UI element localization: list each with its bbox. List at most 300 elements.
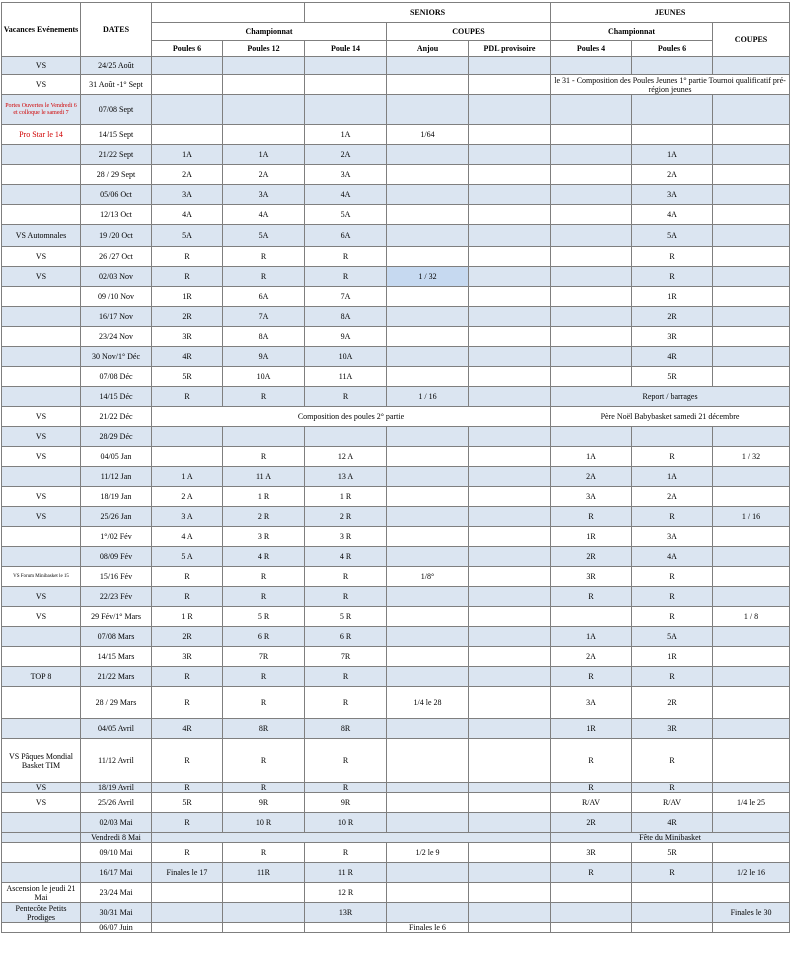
date-cell: 23/24 Nov xyxy=(81,327,152,347)
table-row xyxy=(2,367,790,387)
schedule-cell xyxy=(387,627,469,647)
table-row xyxy=(2,225,790,247)
subheader-poules-12: Poules 12 xyxy=(223,41,305,57)
schedule-cell: R xyxy=(551,739,632,783)
table-row xyxy=(2,739,790,783)
schedule-cell: 3A xyxy=(551,687,632,719)
schedule-cell xyxy=(713,647,790,667)
schedule-cell xyxy=(387,739,469,783)
schedule-cell xyxy=(713,739,790,783)
schedule-cell xyxy=(387,287,469,307)
schedule-cell: 11A xyxy=(305,367,387,387)
schedule-cell xyxy=(551,287,632,307)
schedule-cell: 1 A xyxy=(152,467,223,487)
jeunes-header: JEUNES xyxy=(551,3,790,23)
date-cell: 16/17 Mai xyxy=(81,863,152,883)
schedule-cell xyxy=(469,547,551,567)
seniors-note-cell: Composition des poules 2° partie xyxy=(152,407,551,427)
schedule-cell xyxy=(551,347,632,367)
date-cell: 18/19 Avril xyxy=(81,783,152,793)
jeunes-coupes-header: COUPES xyxy=(713,23,790,57)
table-row xyxy=(2,467,790,487)
schedule-cell xyxy=(469,903,551,923)
schedule-cell xyxy=(387,863,469,883)
date-cell: 21/22 Sept xyxy=(81,145,152,165)
schedule-cell xyxy=(387,587,469,607)
schedule-cell xyxy=(632,125,713,145)
date-cell: 21/22 Déc xyxy=(81,407,152,427)
schedule-cell xyxy=(713,367,790,387)
schedule-cell xyxy=(387,307,469,327)
date-cell: 05/06 Oct xyxy=(81,185,152,205)
schedule-cell xyxy=(551,327,632,347)
schedule-cell xyxy=(713,267,790,287)
schedule-cell xyxy=(469,567,551,587)
schedule-cell xyxy=(305,75,387,95)
schedule-cell: Finales le 30 xyxy=(713,903,790,923)
schedule-cell xyxy=(469,75,551,95)
schedule-cell xyxy=(469,387,551,407)
schedule-cell: 3A xyxy=(305,165,387,185)
schedule-cell: R xyxy=(305,387,387,407)
schedule-cell xyxy=(223,427,305,447)
schedule-cell xyxy=(551,95,632,125)
schedule-cell: 2R xyxy=(632,687,713,719)
schedule-cell: 3R xyxy=(152,327,223,347)
table-row xyxy=(2,527,790,547)
event-cell xyxy=(2,833,81,843)
schedule-cell: 3R xyxy=(152,647,223,667)
schedule-cell: 2R xyxy=(632,307,713,327)
date-cell: 23/24 Mai xyxy=(81,883,152,903)
date-cell: 24/25 Août xyxy=(81,57,152,75)
schedule-cell: R xyxy=(632,783,713,793)
table-row xyxy=(2,205,790,225)
schedule-cell xyxy=(387,903,469,923)
schedule-cell: R xyxy=(305,267,387,287)
schedule-cell: R xyxy=(152,783,223,793)
jeunes-note-cell: Report / barrages xyxy=(551,387,790,407)
schedule-cell: R xyxy=(152,667,223,687)
schedule-cell xyxy=(469,125,551,145)
schedule-cell xyxy=(152,125,223,145)
schedule-cell xyxy=(713,467,790,487)
schedule-cell xyxy=(551,267,632,287)
table-row xyxy=(2,567,790,587)
schedule-cell xyxy=(713,225,790,247)
schedule-cell xyxy=(387,719,469,739)
schedule-cell: 2A xyxy=(551,467,632,487)
schedule-cell xyxy=(469,813,551,833)
schedule-cell xyxy=(551,57,632,75)
seniors-header: SENIORS xyxy=(305,3,551,23)
seniors-coupes-header: COUPES xyxy=(387,23,551,41)
schedule-cell xyxy=(387,95,469,125)
schedule-cell: 1 R xyxy=(152,607,223,627)
table-row xyxy=(2,647,790,667)
schedule-cell: R xyxy=(223,687,305,719)
schedule-cell: 3A xyxy=(551,487,632,507)
schedule-cell xyxy=(469,507,551,527)
schedule-cell: 5R xyxy=(152,793,223,813)
schedule-cell xyxy=(387,467,469,487)
jeunes-note-cell: le 31 - Composition des Poules Jeunes 1° partie Tournoi qualificatif pré-région jeunes xyxy=(551,75,790,95)
date-cell: 14/15 Déc xyxy=(81,387,152,407)
event-cell: VS xyxy=(2,487,81,507)
schedule-cell: 5 A xyxy=(152,547,223,567)
event-cell xyxy=(2,627,81,647)
schedule-cell: 2A xyxy=(632,165,713,185)
table-row xyxy=(2,627,790,647)
table-row xyxy=(2,75,790,95)
schedule-cell: R xyxy=(632,863,713,883)
schedule-cell: 1/2 le 16 xyxy=(713,863,790,883)
schedule-cell xyxy=(632,923,713,933)
schedule-cell: 4 A xyxy=(152,527,223,547)
schedule-cell xyxy=(387,427,469,447)
schedule-cell: R xyxy=(152,387,223,407)
schedule-cell xyxy=(223,75,305,95)
table-row xyxy=(2,387,790,407)
dates-column-header: DATES xyxy=(81,3,152,57)
schedule-cell: 8R xyxy=(223,719,305,739)
schedule-cell: R xyxy=(223,567,305,587)
schedule-cell: R/AV xyxy=(551,793,632,813)
schedule-cell xyxy=(713,687,790,719)
event-cell: VS Automnales xyxy=(2,225,81,247)
schedule-cell: R xyxy=(632,667,713,687)
schedule-cell: 3R xyxy=(632,327,713,347)
schedule-cell xyxy=(551,427,632,447)
schedule-cell: 6 R xyxy=(305,627,387,647)
schedule-cell xyxy=(387,647,469,667)
date-cell: 16/17 Nov xyxy=(81,307,152,327)
schedule-cell xyxy=(713,627,790,647)
date-cell: 08/09 Fév xyxy=(81,547,152,567)
schedule-cell: 11 R xyxy=(305,863,387,883)
schedule-cell: R xyxy=(551,507,632,527)
schedule-cell xyxy=(469,487,551,507)
schedule-cell: 2A xyxy=(223,165,305,185)
schedule-cell: R xyxy=(305,783,387,793)
event-cell xyxy=(2,367,81,387)
schedule-cell xyxy=(387,205,469,225)
schedule-cell: 10 R xyxy=(305,813,387,833)
date-cell: 09/10 Mai xyxy=(81,843,152,863)
date-cell: 12/13 Oct xyxy=(81,205,152,225)
schedule-cell xyxy=(469,145,551,165)
schedule-cell: R xyxy=(305,587,387,607)
schedule-cell xyxy=(469,267,551,287)
schedule-cell: R xyxy=(152,843,223,863)
schedule-cell: 4R xyxy=(152,719,223,739)
event-cell: VS xyxy=(2,507,81,527)
schedule-cell xyxy=(469,367,551,387)
schedule-cell xyxy=(713,307,790,327)
schedule-cell: 11R xyxy=(223,863,305,883)
schedule-cell xyxy=(713,547,790,567)
event-cell: Pentecôte Petits Prodiges xyxy=(2,903,81,923)
subheader-poules-6: Poules 6 xyxy=(152,41,223,57)
schedule-cell xyxy=(713,185,790,205)
jeunes-note-cell: Fête du Minibasket xyxy=(551,833,790,843)
schedule-cell: 3A xyxy=(152,185,223,205)
schedule-cell: R xyxy=(551,587,632,607)
event-cell: VS xyxy=(2,793,81,813)
schedule-cell xyxy=(713,287,790,307)
schedule-cell: 6A xyxy=(223,287,305,307)
schedule-cell xyxy=(469,247,551,267)
schedule-cell xyxy=(469,883,551,903)
schedule-cell xyxy=(152,903,223,923)
table-row xyxy=(2,813,790,833)
schedule-cell: 12 R xyxy=(305,883,387,903)
table-row xyxy=(2,667,790,687)
schedule-cell: 2 A xyxy=(152,487,223,507)
schedule-cell xyxy=(387,607,469,627)
schedule-cell xyxy=(551,205,632,225)
schedule-cell: R xyxy=(223,843,305,863)
schedule-cell xyxy=(469,739,551,783)
event-cell: VS xyxy=(2,75,81,95)
schedule-cell xyxy=(469,427,551,447)
date-cell: 1°/02 Fév xyxy=(81,527,152,547)
schedule-cell: 1 R xyxy=(305,487,387,507)
schedule-cell xyxy=(469,587,551,607)
event-cell: VS xyxy=(2,607,81,627)
schedule-cell: 1/2 le 9 xyxy=(387,843,469,863)
schedule-cell: 4R xyxy=(632,347,713,367)
table-row xyxy=(2,165,790,185)
table-row xyxy=(2,883,790,903)
schedule-cell: 2R xyxy=(551,547,632,567)
schedule-cell xyxy=(469,527,551,547)
event-cell: VS xyxy=(2,427,81,447)
schedule-cell xyxy=(632,903,713,923)
event-cell xyxy=(2,687,81,719)
table-row xyxy=(2,793,790,813)
schedule-cell xyxy=(152,447,223,467)
schedule-cell xyxy=(387,75,469,95)
subheader-jeunes-poules-6: Poules 6 xyxy=(632,41,713,57)
schedule-cell xyxy=(152,427,223,447)
schedule-cell: 7R xyxy=(305,647,387,667)
events-column-header: Vacances Evénements xyxy=(2,3,81,57)
date-cell: 02/03 Mai xyxy=(81,813,152,833)
schedule-cell: 5A xyxy=(305,205,387,225)
schedule-cell: 3R xyxy=(632,719,713,739)
schedule-cell xyxy=(152,95,223,125)
schedule-cell xyxy=(551,185,632,205)
schedule-cell: 2R xyxy=(551,813,632,833)
schedule-cell xyxy=(387,367,469,387)
schedule-cell: R xyxy=(223,387,305,407)
date-cell: 25/26 Avril xyxy=(81,793,152,813)
schedule-cell: 3 R xyxy=(223,527,305,547)
schedule-cell xyxy=(551,165,632,185)
schedule-cell: 3A xyxy=(223,185,305,205)
date-cell: 25/26 Jan xyxy=(81,507,152,527)
event-cell: Ascension le jeudi 21 Mai xyxy=(2,883,81,903)
event-cell: VS xyxy=(2,587,81,607)
schedule-cell: 2R xyxy=(152,627,223,647)
event-cell xyxy=(2,719,81,739)
schedule-cell xyxy=(713,125,790,145)
date-cell: 30/31 Mai xyxy=(81,903,152,923)
schedule-cell xyxy=(713,883,790,903)
season-calendar-table xyxy=(1,2,790,933)
date-cell: 11/12 Avril xyxy=(81,739,152,783)
event-cell: VS xyxy=(2,407,81,427)
schedule-cell xyxy=(469,95,551,125)
schedule-cell xyxy=(305,95,387,125)
schedule-cell: R xyxy=(632,447,713,467)
schedule-cell: 2A xyxy=(305,145,387,165)
event-cell: VS Forum Minibasket le 15 xyxy=(2,567,81,587)
schedule-cell xyxy=(713,145,790,165)
schedule-cell xyxy=(713,813,790,833)
table-row xyxy=(2,427,790,447)
event-cell xyxy=(2,145,81,165)
schedule-cell xyxy=(387,165,469,185)
schedule-cell: R xyxy=(632,567,713,587)
table-row xyxy=(2,607,790,627)
schedule-cell xyxy=(632,427,713,447)
event-cell: Pro Star le 14 xyxy=(2,125,81,145)
jeunes-championnat-header: Championnat xyxy=(551,23,713,41)
schedule-cell xyxy=(469,57,551,75)
schedule-cell xyxy=(152,57,223,75)
schedule-cell: 1A xyxy=(223,145,305,165)
event-cell: VS xyxy=(2,447,81,467)
date-cell: 04/05 Avril xyxy=(81,719,152,739)
event-cell xyxy=(2,467,81,487)
schedule-cell: 8A xyxy=(223,327,305,347)
schedule-cell: R xyxy=(632,267,713,287)
schedule-cell: 1R xyxy=(632,647,713,667)
schedule-cell xyxy=(469,687,551,719)
schedule-cell xyxy=(469,923,551,933)
date-cell: 28 / 29 Mars xyxy=(81,687,152,719)
event-cell xyxy=(2,287,81,307)
schedule-cell: 1 / 8 xyxy=(713,607,790,627)
event-cell: VS xyxy=(2,267,81,287)
table-row xyxy=(2,407,790,427)
event-cell xyxy=(2,165,81,185)
schedule-cell xyxy=(387,225,469,247)
schedule-cell: 3R xyxy=(551,843,632,863)
schedule-cell xyxy=(713,205,790,225)
schedule-cell: 1 / 16 xyxy=(713,507,790,527)
schedule-cell xyxy=(469,783,551,793)
date-cell: 07/08 Déc xyxy=(81,367,152,387)
event-cell: VS xyxy=(2,247,81,267)
schedule-cell: R xyxy=(152,247,223,267)
schedule-cell xyxy=(469,667,551,687)
schedule-cell xyxy=(469,287,551,307)
schedule-cell xyxy=(223,125,305,145)
seniors-note-cell xyxy=(152,833,551,843)
schedule-cell: 3A xyxy=(632,185,713,205)
schedule-cell xyxy=(469,607,551,627)
schedule-cell: R xyxy=(551,863,632,883)
schedule-cell: R xyxy=(152,267,223,287)
schedule-cell xyxy=(713,783,790,793)
schedule-cell: 4A xyxy=(305,185,387,205)
schedule-cell: R/AV xyxy=(632,793,713,813)
schedule-cell xyxy=(387,547,469,567)
event-cell xyxy=(2,923,81,933)
date-cell: 06/07 Juin xyxy=(81,923,152,933)
schedule-cell: Finales le 6 xyxy=(387,923,469,933)
table-row xyxy=(2,507,790,527)
schedule-cell xyxy=(469,185,551,205)
schedule-cell: R xyxy=(152,687,223,719)
schedule-cell: 7A xyxy=(305,287,387,307)
seniors-championnat-header: Championnat xyxy=(152,23,387,41)
schedule-cell xyxy=(632,95,713,125)
schedule-cell: 9A xyxy=(305,327,387,347)
date-cell: 26 /27 Oct xyxy=(81,247,152,267)
schedule-cell xyxy=(223,57,305,75)
schedule-cell xyxy=(551,607,632,627)
schedule-cell xyxy=(223,883,305,903)
schedule-cell: 13 A xyxy=(305,467,387,487)
schedule-cell: R xyxy=(632,739,713,783)
schedule-cell: 9R xyxy=(305,793,387,813)
schedule-cell xyxy=(152,883,223,903)
schedule-cell xyxy=(713,165,790,185)
table-row xyxy=(2,347,790,367)
table-row xyxy=(2,447,790,467)
table-row xyxy=(2,267,790,287)
schedule-cell: R xyxy=(632,247,713,267)
schedule-cell xyxy=(152,75,223,95)
schedule-cell xyxy=(387,783,469,793)
event-cell xyxy=(2,647,81,667)
schedule-cell: R xyxy=(551,783,632,793)
date-cell: Vendredi 8 Mai xyxy=(81,833,152,843)
schedule-cell: 4R xyxy=(152,347,223,367)
table-row xyxy=(2,833,790,843)
schedule-cell: 10A xyxy=(223,367,305,387)
schedule-cell xyxy=(713,327,790,347)
schedule-cell: 10A xyxy=(305,347,387,367)
event-cell xyxy=(2,843,81,863)
table-row xyxy=(2,923,790,933)
schedule-cell xyxy=(387,813,469,833)
schedule-cell: R xyxy=(152,813,223,833)
schedule-cell xyxy=(305,427,387,447)
table-row xyxy=(2,587,790,607)
schedule-cell: R xyxy=(305,667,387,687)
table-row xyxy=(2,719,790,739)
date-cell: 18/19 Jan xyxy=(81,487,152,507)
event-cell xyxy=(2,527,81,547)
event-cell xyxy=(2,863,81,883)
date-cell: 19 /20 Oct xyxy=(81,225,152,247)
schedule-cell: 1A xyxy=(632,145,713,165)
schedule-cell: 5A xyxy=(632,225,713,247)
schedule-cell xyxy=(551,903,632,923)
date-cell: 29 Fév/1° Mars xyxy=(81,607,152,627)
schedule-cell: R xyxy=(152,567,223,587)
event-cell: TOP 8 xyxy=(2,667,81,687)
schedule-cell: R xyxy=(223,447,305,467)
jeunes-note-cell: Père Noël Babybasket samedi 21 décembre xyxy=(551,407,790,427)
table-row xyxy=(2,145,790,165)
schedule-cell: 2A xyxy=(551,647,632,667)
